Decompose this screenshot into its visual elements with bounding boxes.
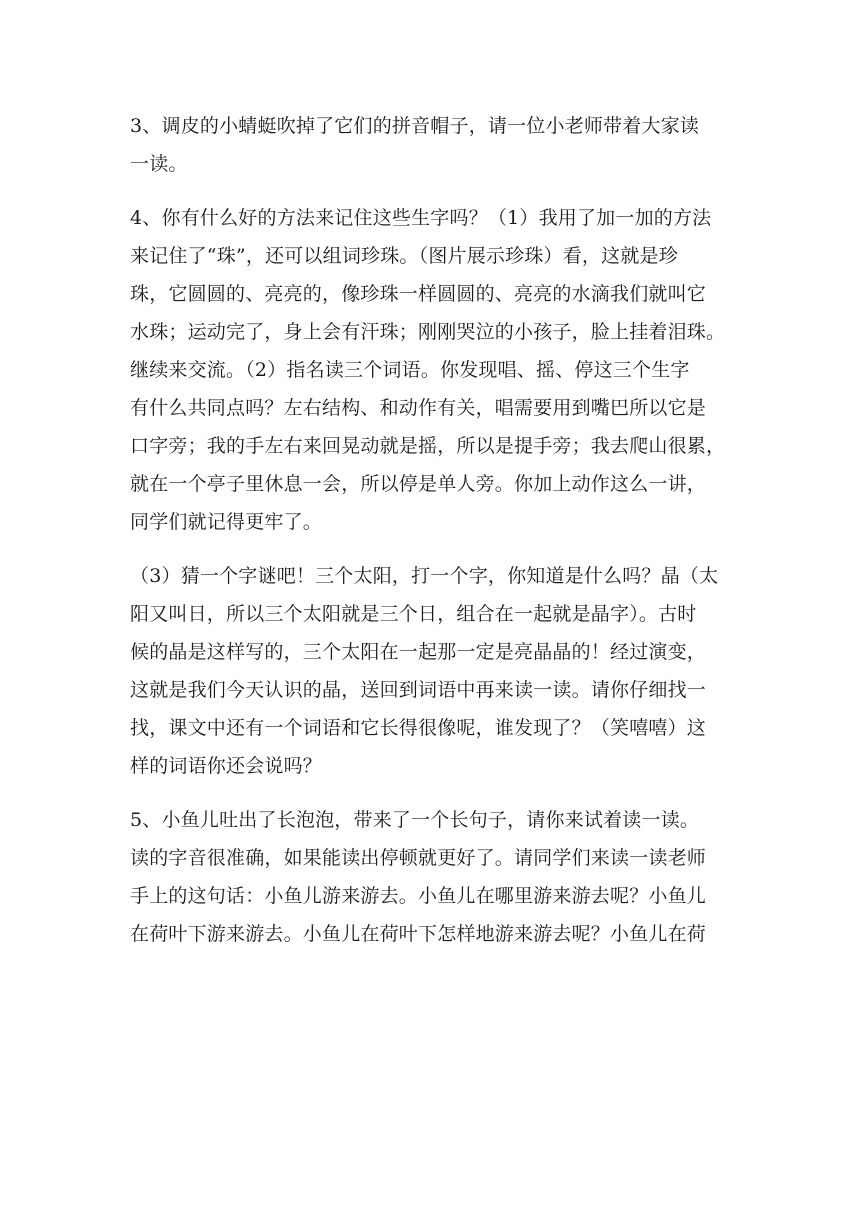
text-line: 读的字音很准确，如果能读出停顿就更好了。请同学们来读一读老师 (130, 847, 707, 869)
text-line: 手上的这句话：小鱼儿游来游去。小鱼儿在哪里游来游去呢？小鱼儿 (130, 885, 707, 907)
text-line: 来记住了“珠”，还可以组词珍珠。（图片展示珍珠）看，这就是珍 (130, 245, 678, 267)
paragraph-step-5 (130, 801, 730, 953)
text-line: 5、小鱼儿吐出了长泡泡，带来了一个长句子，请你来试着读一读。 (130, 809, 700, 831)
text-line: 阳又叫日，所以三个太阳就是三个日，组合在一起就是晶字）。古时 (130, 603, 697, 625)
paragraph-step-3 (130, 107, 730, 183)
text-line: 就在一个亭子里休息一会，所以停是单人旁。你加上动作这么一讲， (130, 473, 707, 495)
text-line: 水珠；运动完了，身上会有汗珠；刚刚哭泣的小孩子，脸上挂着泪珠。 (130, 321, 726, 343)
text-line: 4、你有什么好的方法来记住这些生字吗？（1）我用了加一加的方法 (130, 207, 712, 229)
text-line: （3）猜一个字谜吧！三个太阳，打一个字，你知道是什么吗？晶（太 (130, 565, 719, 587)
text-line: 在荷叶下游来游去。小鱼儿在荷叶下怎样地游来游去呢？小鱼儿在荷 (130, 923, 707, 945)
text-line: 同学们就记得更牢了。 (130, 511, 323, 533)
text-line: 候的晶是这样写的，三个太阳在一起那一定是亮晶晶的！经过演变， (130, 641, 707, 663)
text-line: 这就是我们今天认识的晶，送回到词语中再来读一读。请你仔细找一 (130, 679, 707, 701)
paragraph-step-4 (130, 199, 730, 541)
text-line: 3、调皮的小蜻蜓吹掉了它们的拼音帽子，请一位小老师带着大家读 (130, 115, 700, 137)
text-line: 找，课文中还有一个词语和它长得很像呢，谁发现了？（笑嘻嘻）这 (130, 717, 707, 739)
text-line: 样的词语你还会说吗？ (130, 755, 323, 777)
text-line: 珠，它圆圆的、亮亮的，像珍珠一样圆圆的、亮亮的水滴我们就叫它 (130, 283, 707, 305)
paragraph-riddle (130, 557, 730, 785)
text-line: 一读。 (130, 153, 188, 175)
text-line: 口字旁；我的手左右来回晃动就是摇，所以是提手旁；我去爬山很累， (130, 435, 726, 457)
text-line: 有什么共同点吗？左右结构、和动作有关，唱需要用到嘴巴所以它是 (130, 397, 707, 419)
text-line: 继续来交流。（2）指名读三个词语。你发现唱、摇、停这三个生字 (130, 359, 690, 381)
